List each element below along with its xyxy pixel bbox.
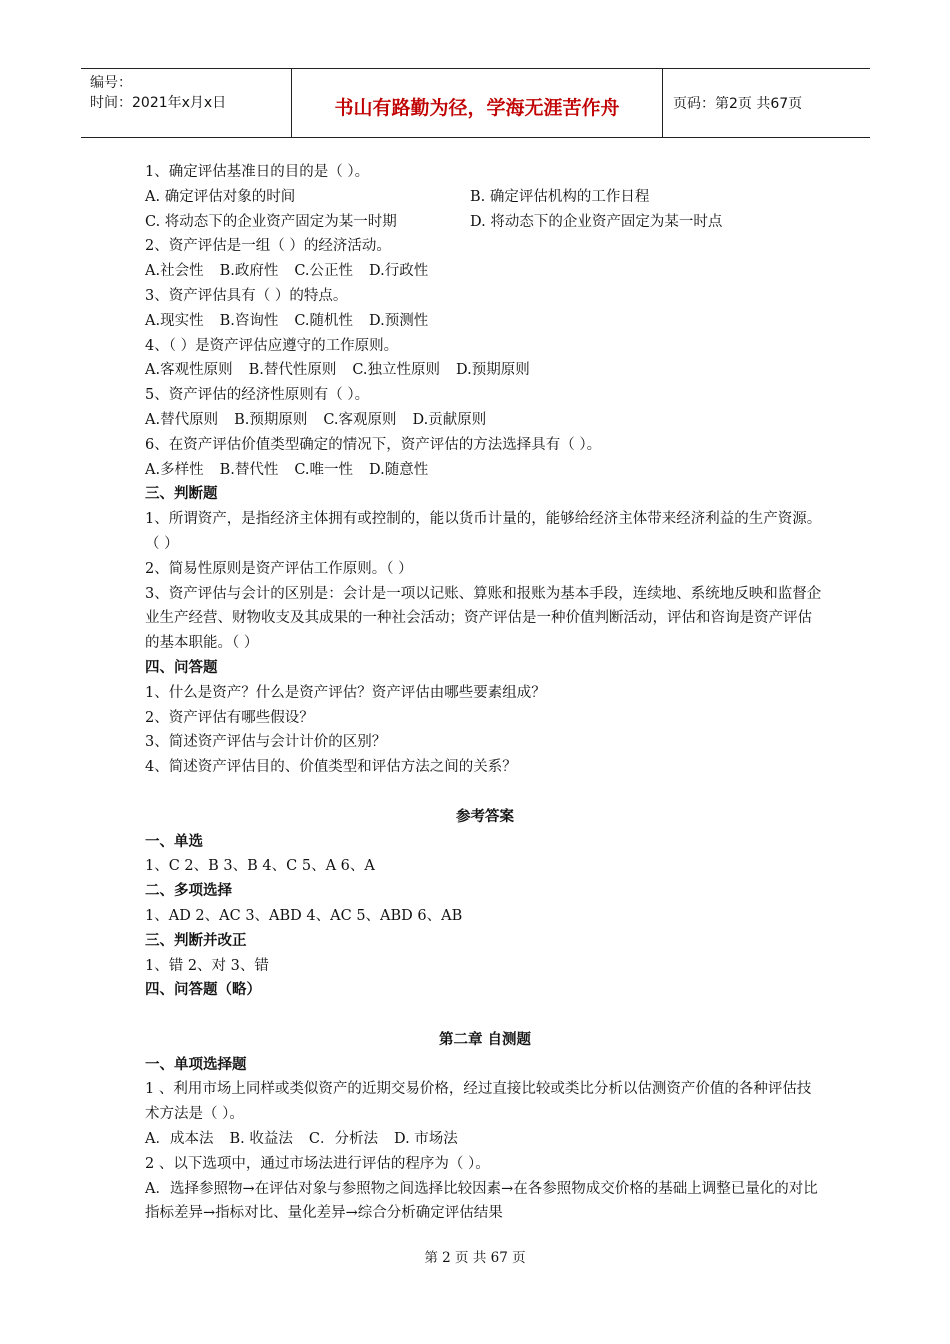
option: D.随意性 [369,461,429,478]
question-4-options [145,358,825,383]
option: D. 将动态下的企业资产固定为某一时点 [470,213,723,230]
question-6-options [145,458,825,483]
question-1: 1、确定评估基准日的目的是（ ）。 [145,164,370,180]
answers-qa-title: 四、问答题（略） [145,982,261,999]
qa-4: 4、简述资产评估目的、价值类型和评估方法之间的关系？ [145,759,517,776]
option: C．分析法 [308,1131,378,1148]
document-body [145,160,825,1226]
question-1-options-row-1 [145,185,825,210]
option: A.社会性 [145,263,204,280]
answers-single: 1、C 2、B 3、B 4、C 5、A 6、A [145,858,375,875]
spacer [145,780,825,805]
section-judgment-title: 三、判断题 [145,486,218,503]
question-4: 4、（ ）是资产评估应遵守的工作原则。 [145,337,399,354]
option: D.预测性 [369,312,429,329]
page-footer: 第 2 页 共 67 页 [424,1250,526,1266]
option: D.贡献原则 [412,411,487,428]
answers-multi: 1、AD 2、AC 3、ABD 4、AC 5、ABD 6、AB [145,907,463,924]
answers-judgment: 1、错 2、对 3、错 [145,957,269,974]
header-meta [81,69,292,137]
answers-multi-title: 二、多项选择 [145,883,232,900]
option: C.客观原则 [323,411,397,428]
option: A.多样性 [145,461,204,478]
option: B.咨询性 [219,312,279,329]
judgment-2: 2、简易性原则是资产评估工作原则。（ ） [145,560,413,577]
date-label: 时间：2021年x月x日 [90,95,227,111]
chapter-2-question-1-options [145,1127,825,1152]
option: B.政府性 [219,263,279,280]
option: C.公正性 [294,263,354,280]
code-label: 编号： [90,75,132,91]
judgment-1: 1、所谓资产，是指经济主体拥有或控制的，能以货币计量的，能够给经济主体带来经济利益的生产资源。（ ） [145,511,822,552]
option: A. 确定评估对象的时间 [145,188,296,205]
option: D. 市场法 [393,1131,458,1148]
option: D.预期原则 [456,362,530,379]
chapter-2-question-1: 1 、利用市场上同样或类似资产的近期交易价格，经过直接比较或类比分析以估测资产价值的各种评估技术方法是（ ）。 [145,1081,812,1123]
option: C.唯一性 [294,461,354,478]
page-header [81,68,870,138]
option: C. 将动态下的企业资产固定为某一时期 [145,213,397,230]
question-1-options-row-2 [145,210,825,235]
question-5-options [145,408,825,433]
option: B.预期原则 [234,411,308,428]
section-qa-title: 四、问答题 [145,659,218,676]
answers-judgment-title: 三、判断并改正 [145,932,247,949]
spacer [145,1003,825,1028]
question-2: 2、资产评估是一组（ ）的经济活动。 [145,238,391,255]
judgment-3: 3、资产评估与会计的区别是：会计是一项以记账、算账和报账为基本手段，连续地、系统地反映和监督企业生产经营、财物收支及其成果的一种社会活动；资产评估是一种价值判断活动，评估和咨询是资产评估的基本职能。（ ） [145,585,822,652]
option: B.替代性原则 [248,362,337,379]
answers-title: 参考答案 [456,808,514,825]
option: A.现实性 [145,312,204,329]
option: B. 确定评估机构的工作日程 [470,188,650,205]
question-3: 3、资产评估具有（ ）的特点。 [145,287,348,304]
question-6: 6、在资产评估价值类型确定的情况下，资产评估的方法选择具有（ ）。 [145,436,602,453]
header-motto: 书山有路勤为径，学海无涯苦作舟 [292,69,663,137]
option: A.替代原则 [145,411,219,428]
option: C.随机性 [294,312,354,329]
chapter-2-title: 第二章 自测题 [438,1031,532,1048]
option: D.行政性 [369,263,429,280]
question-2-options [145,259,825,284]
question-3-options [145,309,825,334]
option: B.替代性 [219,461,279,478]
header-page-label: 页码：第2页 共67页 [673,96,803,112]
qa-3: 3、简述资产评估与会计计价的区别？ [145,734,387,751]
option: A．成本法 [145,1131,214,1148]
qa-1: 1、什么是资产？什么是资产评估？资产评估由哪些要素组成？ [145,684,546,701]
option: A.客观性原则 [145,362,233,379]
option: C.独立性原则 [352,362,441,379]
qa-2: 2、资产评估有哪些假设？ [145,709,314,726]
answers-single-title: 一、单选 [145,833,203,850]
chapter-2-question-2-option-a: A．选择参照物→在评估对象与参照物之间选择比较因素→在各参照物成交价格的基础上调整已量化的对比指标差异→指标对比、量化差异→综合分析确定评估结果 [145,1180,818,1222]
question-5: 5、资产评估的经济性原则有（ ）。 [145,387,370,404]
chapter-2-question-2: 2 、以下选项中，通过市场法进行评估的程序为（ ）。 [145,1155,490,1172]
chapter-2-single-title: 一、单项选择题 [145,1056,247,1073]
option: B. 收益法 [229,1131,293,1148]
